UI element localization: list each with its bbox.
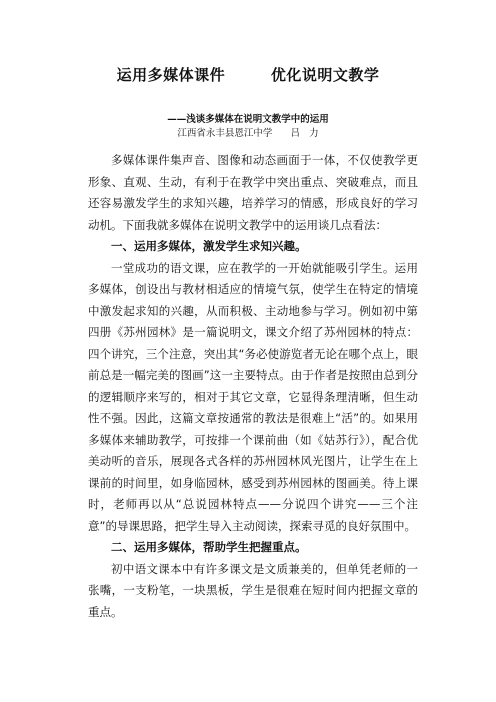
- intro-paragraph: 多媒体课件集声音、图像和动态画面于一体，不仅使教学更形象、直观、生动，有利于在教学中突出重点、突破难点，而且还容易激发学生的求知兴趣，培养学习的情感，形成良好的学习动机。下面我就多媒体在说明文教学中的运用谈几点看法：: [88, 153, 418, 232]
- section-heading-1: 一、运用多媒体，激发学生求知兴趣。: [111, 239, 307, 253]
- section-2-paragraph: 初中语文课本中有许多课文是文质兼美的，但单凭老师的一张嘴，一支粉笔，一块黑板，学生是很难在短时间内把握文章的重点。: [88, 561, 418, 619]
- document-subtitle: ——浅谈多媒体在说明文教学中的运用: [167, 114, 329, 125]
- author-line: 江西省永丰县恩江中学 吕 力: [177, 128, 319, 139]
- document-body: [88, 150, 418, 623]
- section-heading-2: 二、运用多媒体，帮助学生把握重点。: [111, 540, 307, 554]
- section-1-paragraph: 一堂成功的语文课，应在教学的一开始就能吸引学生。运用多媒体，创设出与教材相适应的情境气氛，使学生在特定的情境中激发起求知的兴趣，从而积极、主动地参与学习。例如初中第四册《苏州园林》是一篇说明文，课文介绍了苏州园林的特点：四个讲究，三个注意，突出其“务必使游览者无论在哪个点上，眼前总是一幅完美的图画”这一主要特点。由于作者是按照由总到分的逻辑顺序来写的，相对于其它文章，它显得条理清晰，但生动性不强。因此，这篇文章按通常的教法是很难上“活”的。如果用多媒体来辅助教学，可按排一个课前曲（如《姑苏行》），配合优美动听的音乐，展现各式各样的苏州园林风光图片，让学生在上课前的时间里，如身临园林，感受到苏州园林的图画美。待上课时，老师再以从“总说园林特点——分说四个讲究——三个注意”的导课思路，把学生导入主动阅读，探索寻觅的良好氛围中。: [88, 260, 418, 533]
- document-title: 运用多媒体课件 优化说明文教学: [116, 66, 380, 84]
